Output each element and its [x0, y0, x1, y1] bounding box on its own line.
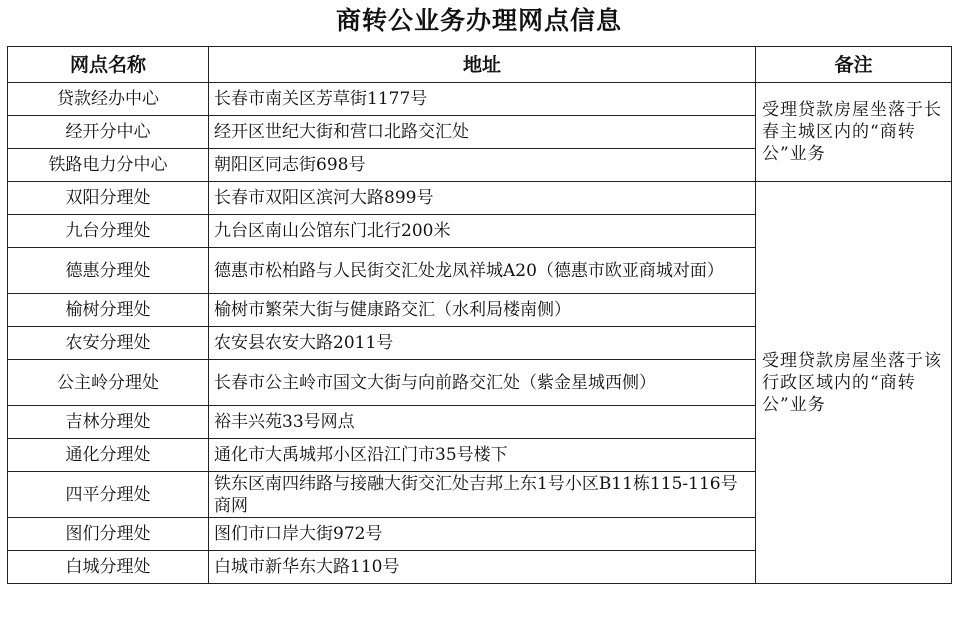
branch-name: 公主岭分理处	[8, 360, 209, 406]
header-name: 网点名称	[8, 47, 209, 83]
branch-name: 农安分理处	[8, 327, 209, 360]
branch-address: 榆树市繁荣大街与健康路交汇（水利局楼南侧）	[209, 294, 756, 327]
branch-address: 长春市南关区芳草街1177号	[209, 83, 756, 116]
page-title: 商转公业务办理网点信息	[335, 6, 622, 35]
branch-name: 经开分中心	[8, 116, 209, 149]
branch-address: 经开区世纪大街和营口北路交汇处	[209, 116, 756, 149]
branch-address: 长春市公主岭市国文大街与向前路交汇处（紫金星城西侧）	[209, 360, 756, 406]
branch-name: 四平分理处	[8, 472, 209, 518]
header-note: 备注	[756, 47, 952, 83]
branch-name: 榆树分理处	[8, 294, 209, 327]
branch-address: 长春市双阳区滨河大路899号	[209, 182, 756, 215]
branch-name: 双阳分理处	[8, 182, 209, 215]
table-row	[8, 83, 952, 116]
note-regional: 受理贷款房屋坐落于该行政区域内的“商转公”业务	[756, 182, 952, 584]
branch-name: 图们分理处	[8, 518, 209, 551]
table-header-row	[8, 47, 952, 83]
branch-name: 贷款经办中心	[8, 83, 209, 116]
branch-name: 德惠分理处	[8, 248, 209, 294]
branch-address: 九台区南山公馆东门北行200米	[209, 215, 756, 248]
branch-address: 白城市新华东大路110号	[209, 551, 756, 584]
table-row	[8, 182, 952, 215]
branch-address: 朝阳区同志街698号	[209, 149, 756, 182]
branch-address: 图们市口岸大街972号	[209, 518, 756, 551]
branch-address: 铁东区南四纬路与接融大街交汇处吉邦上东1号小区B11栋115-116号商网	[209, 472, 756, 518]
branch-name: 通化分理处	[8, 439, 209, 472]
branch-name: 九台分理处	[8, 215, 209, 248]
branch-address: 裕丰兴苑33号网点	[209, 406, 756, 439]
branch-name: 吉林分理处	[8, 406, 209, 439]
branch-table	[7, 46, 952, 584]
branch-address: 农安县农安大路2011号	[209, 327, 756, 360]
branch-name: 铁路电力分中心	[8, 149, 209, 182]
header-address: 地址	[209, 47, 756, 83]
branch-address: 德惠市松柏路与人民街交汇处龙凤祥城A20（德惠市欧亚商城对面）	[209, 248, 756, 294]
note-main-city: 受理贷款房屋坐落于长春主城区内的“商转公”业务	[756, 83, 952, 182]
branch-name: 白城分理处	[8, 551, 209, 584]
branch-address: 通化市大禹城邦小区沿江门市35号楼下	[209, 439, 756, 472]
